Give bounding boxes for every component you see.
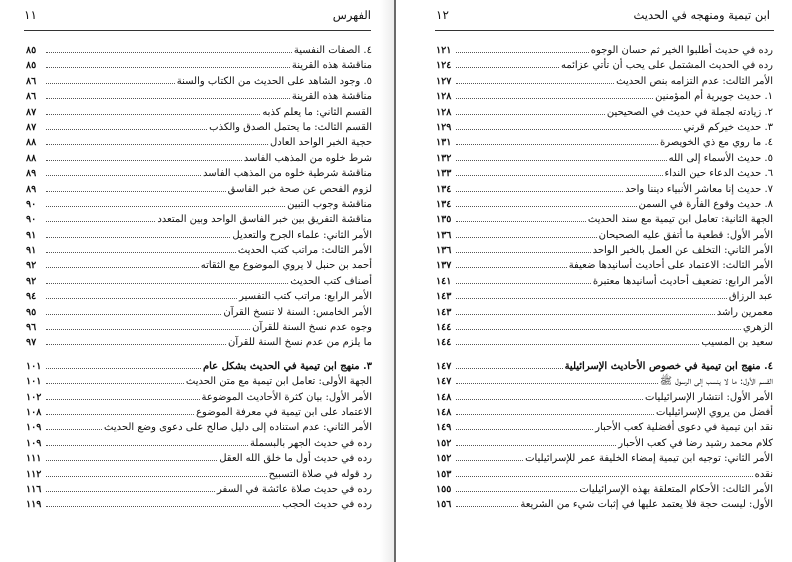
toc-entry xyxy=(436,436,773,451)
toc-entry-title: القسم الثالث: ما يحتمل الصدق والكذب xyxy=(209,121,372,133)
toc-entry-title: أحمد بن حنبل لا يروي الموضوع مع الثقاته xyxy=(200,260,372,272)
toc-entry-title: مناقشة شرطية خلوه من المذهب الفاسد xyxy=(203,168,372,180)
toc-entry xyxy=(436,335,773,350)
dot-leader xyxy=(456,198,637,207)
dot-leader xyxy=(46,391,200,400)
toc-page-number: ٨٩ xyxy=(26,183,37,195)
dot-leader xyxy=(46,183,226,192)
dot-leader xyxy=(456,152,667,161)
dot-leader xyxy=(456,229,597,238)
toc-entry xyxy=(436,405,773,420)
dot-leader xyxy=(46,121,207,130)
dot-leader xyxy=(456,183,623,192)
dot-leader xyxy=(46,498,280,507)
toc-entry xyxy=(436,105,773,120)
toc-entry xyxy=(436,151,773,166)
dot-leader xyxy=(456,244,591,253)
toc-page-number: ٩١ xyxy=(26,229,37,241)
toc-entry-title: الأمر الرابع: مراتب كتب التفسير xyxy=(239,291,372,303)
toc-page-number: ٨٨ xyxy=(26,152,37,164)
dot-leader xyxy=(456,452,523,461)
toc-page-number: ١٣١ xyxy=(436,137,452,149)
toc-entry-title: رده في حديث الحجب xyxy=(282,499,372,511)
toc-page-number: ١٣٤ xyxy=(436,198,452,210)
toc-page-number: ١٣٧ xyxy=(436,260,452,272)
toc-page-number: ٨٥ xyxy=(26,60,37,72)
toc-entry-title: ٣. منهج ابن تيمية في الحديث بشكل عام xyxy=(202,360,372,372)
dot-leader xyxy=(456,336,699,345)
toc-page-number: ٨٨ xyxy=(26,137,37,149)
toc-entry-title: وجوه عدم نسخ السنة للقرآن xyxy=(252,322,372,334)
toc-entry-title: مناقشة هذه القرينة xyxy=(291,60,372,72)
dot-leader xyxy=(46,452,217,461)
dot-leader xyxy=(46,259,199,268)
toc-entry-title: كلام محمد رشيد رضا في كعب الأحبار xyxy=(618,437,773,449)
page-header xyxy=(24,8,371,26)
toc-entry xyxy=(26,151,372,166)
dot-leader xyxy=(456,321,741,330)
toc-entry-title: ٦. حديث الدعاء حين النداء xyxy=(664,168,773,180)
dot-leader xyxy=(456,44,589,53)
toc-entry-title: مناقشة التفريق بين خبر الفاسق الواحد وبين المتعدد xyxy=(157,214,372,226)
toc-entry xyxy=(26,420,372,435)
toc-page-number: ١٥٦ xyxy=(436,499,452,511)
toc-page-number: ٨٥ xyxy=(26,45,37,56)
toc-page-number: ١٤٩ xyxy=(436,422,452,434)
dot-leader xyxy=(456,275,591,284)
dot-leader xyxy=(456,306,715,315)
toc-page-number: ٩٤ xyxy=(26,291,37,303)
dot-leader xyxy=(46,198,285,207)
toc-page-number: ١٤٣ xyxy=(436,306,452,318)
toc-entry-title: الأمر الثاني: علماء الجرح والتعديل xyxy=(232,229,372,241)
toc-page-number: ١٤٣ xyxy=(436,291,452,303)
toc-entry xyxy=(26,197,372,212)
dot-leader xyxy=(46,290,237,299)
toc-entry-title: ٤. ما روي مع ذي الخويصرة xyxy=(660,137,773,149)
toc-entry xyxy=(436,482,773,497)
dot-leader xyxy=(456,421,593,430)
toc-entry xyxy=(436,74,773,89)
toc-entry-title: الأمر الثالث: الاعتماد على أحاديث أسانيدها ضعيفة xyxy=(568,260,773,272)
toc-page-number: ٩٠ xyxy=(26,198,37,210)
toc-entry xyxy=(26,390,372,405)
toc-page-number: ١٤٤ xyxy=(436,322,452,334)
dot-leader xyxy=(456,106,605,115)
dot-leader xyxy=(456,59,559,68)
toc-entry xyxy=(26,274,372,289)
toc-entry xyxy=(436,197,773,212)
toc-page-number: ١٢٤ xyxy=(436,60,452,72)
dot-leader xyxy=(456,375,658,384)
toc-page-number: ١٠٨ xyxy=(26,406,42,418)
toc-entry-title: الجهة الثانية: تعامل ابن تيمية مع سند الحديث xyxy=(587,214,773,226)
toc-entry-title: عبد الرزاق xyxy=(728,291,773,303)
toc-entry-title: الأمر الثاني: توجيه ابن تيمية إمضاء الخليفة عمر للإسرائيليات xyxy=(525,453,773,465)
dot-leader xyxy=(456,483,577,492)
toc-page-number: ١٥٣ xyxy=(436,468,452,480)
dot-leader xyxy=(456,121,681,130)
toc-page-number: ١٢٨ xyxy=(436,91,452,103)
toc-entry-title: الأمر الثاني: التخلف عن العمل بالخبر الواحد xyxy=(592,245,773,257)
toc-entry-title: سعيد بن المسيب xyxy=(701,337,773,349)
right-page xyxy=(396,0,792,562)
toc-entry-title: رده في حديث أطلبوا الخير ثم حسان الوجوه xyxy=(590,45,773,56)
dot-leader xyxy=(46,406,194,415)
toc-entry xyxy=(436,467,773,482)
dot-leader xyxy=(456,259,567,268)
toc-entry-title: أصناف كتب الحديث xyxy=(290,275,372,287)
dot-leader xyxy=(456,406,654,415)
gutter-shadow xyxy=(380,0,394,562)
toc-entry xyxy=(436,182,773,197)
toc-entry xyxy=(436,212,773,227)
toc-entry-title: ٣. حديث خيركم قرني xyxy=(683,121,773,133)
toc-entry xyxy=(26,451,372,466)
toc-page-number: ١٥٥ xyxy=(436,483,452,495)
toc-entry xyxy=(436,89,773,104)
toc-page-number: ٩٢ xyxy=(26,275,37,287)
toc-page-number: ١٠٩ xyxy=(26,437,42,449)
toc-page-number: ٨٩ xyxy=(26,168,37,180)
toc-entry-title: الأمر الثالث: مراتب كتب الحديث xyxy=(237,245,372,257)
toc-entry xyxy=(26,212,372,227)
toc-entry xyxy=(26,289,372,304)
toc-section-heading xyxy=(26,359,372,374)
dot-leader xyxy=(456,75,614,84)
toc-entry-title: الأمر الثالث: عدم التزامه بنص الحديث xyxy=(616,75,773,87)
toc-page-number: ٨٧ xyxy=(26,121,37,133)
page-number: ١٢ xyxy=(436,8,449,22)
toc-page-number: ١٥٢ xyxy=(436,453,452,465)
toc-entry-title: ٨. حديث وقوع الفأرة في السمن xyxy=(638,198,773,210)
toc-entry-title: نقد ابن تيمية في دعوى أفضلية كعب الأحبار xyxy=(595,422,773,434)
dot-leader xyxy=(456,360,563,369)
toc-list xyxy=(26,43,372,513)
toc-entry-title: القسم الأول: ما لا ينسب إلى الرسول ﷺ xyxy=(659,376,773,388)
toc-page-number: ٩٧ xyxy=(26,337,37,349)
toc-entry-title: لزوم الفحص عن صحة خبر الفاسق xyxy=(227,183,372,195)
dot-leader xyxy=(46,321,250,330)
toc-page-number: ١٥٢ xyxy=(436,437,452,449)
dot-leader xyxy=(456,391,643,400)
toc-entry xyxy=(26,166,372,181)
toc-page-number: ٩٢ xyxy=(26,260,37,272)
dot-leader xyxy=(46,375,184,384)
toc-entry xyxy=(436,390,773,405)
toc-entry xyxy=(26,43,372,58)
toc-page-number: ١١١ xyxy=(26,453,42,465)
toc-entry xyxy=(26,320,372,335)
toc-page-number: ١٠٩ xyxy=(26,422,42,434)
dot-leader xyxy=(456,498,518,507)
dot-leader xyxy=(456,136,658,145)
toc-page-number: ٨٦ xyxy=(26,75,37,87)
toc-entry xyxy=(436,243,773,258)
dot-leader xyxy=(46,483,215,492)
dot-leader xyxy=(456,90,653,99)
toc-entry-title: رده في حديث الجهر بالبسملة xyxy=(249,437,372,449)
toc-page-number: ١٠٢ xyxy=(26,391,42,403)
toc-section-heading xyxy=(436,359,773,374)
toc-entry-title: الأمر الخامس: السنة لا تنسخ القرآن xyxy=(223,306,372,318)
dot-leader xyxy=(456,437,616,446)
toc-entry xyxy=(26,58,372,73)
toc-entry xyxy=(436,305,773,320)
toc-entry-title: رد قوله في صلاة التسبيح xyxy=(268,468,372,480)
page-number: ١١ xyxy=(24,8,37,22)
dot-leader xyxy=(456,167,663,176)
page-header xyxy=(436,8,770,26)
toc-entry-title: الأول: ليست حجة فلا يعتمد عليها في إثبات شيء من الشريعة xyxy=(520,499,773,511)
toc-entry xyxy=(26,89,372,104)
toc-page-number: ٩١ xyxy=(26,245,37,257)
toc-entry-title: ١. حديث جويرية أم المؤمنين xyxy=(655,91,773,103)
dot-leader xyxy=(46,360,201,369)
toc-entry-title: رده في حديث صلاة عائشة في السفر xyxy=(217,483,372,495)
toc-entry xyxy=(436,135,773,150)
toc-entry-title: رده في الحديث المشتمل على يحب أن تأتي عزائمه xyxy=(560,60,773,72)
dot-leader xyxy=(46,44,292,53)
dot-leader xyxy=(456,290,727,299)
toc-entry-title: نقده xyxy=(754,468,773,480)
toc-entry-title: أفضل من يروي الإسرائيليات xyxy=(655,406,773,418)
toc-page-number: ٨٧ xyxy=(26,106,37,118)
toc-entry-title: الجهة الأولى: تعامل ابن تيمية مع متن الحديث xyxy=(185,376,372,388)
toc-list xyxy=(436,43,773,513)
toc-entry-title: حجية الخبر الواحد العادل xyxy=(270,137,372,149)
dot-leader xyxy=(46,106,260,115)
toc-entry xyxy=(436,43,773,58)
toc-entry xyxy=(436,258,773,273)
toc-entry xyxy=(436,320,773,335)
toc-page-number: ١٤٧ xyxy=(436,360,452,372)
header-rule xyxy=(435,30,774,31)
toc-entry-title: القسم الثاني: ما يعلم كذبه xyxy=(262,106,372,118)
toc-entry-title: ٢. زيادته لجملة في حديث في الصحيحين xyxy=(606,106,773,118)
toc-page-number: ١٣٣ xyxy=(436,168,452,180)
toc-page-number: ١٣٢ xyxy=(436,152,452,164)
toc-entry-title: الأمر الأول: قطعية ما أتفق عليه الصحيحان xyxy=(598,229,773,241)
toc-entry-title: الاعتماد على ابن تيمية في معرفة الموضوع xyxy=(196,406,372,418)
dot-leader xyxy=(46,136,268,145)
toc-entry xyxy=(436,58,773,73)
toc-entry-title: الأمر الرابع: تضعيف أحاديث أسانيدها معتبرة xyxy=(592,275,773,287)
toc-entry xyxy=(436,228,773,243)
toc-page-number: ١٠١ xyxy=(26,360,42,372)
toc-entry-title: مناقشة وجوب التبين xyxy=(287,198,372,210)
toc-entry xyxy=(26,74,372,89)
toc-page-number: ١١٢ xyxy=(26,468,42,480)
toc-page-number: ٨٦ xyxy=(26,91,37,103)
toc-page-number: ١٢٩ xyxy=(436,121,452,133)
toc-page-number: ١٤٨ xyxy=(436,391,452,403)
toc-entry xyxy=(26,467,372,482)
dot-leader xyxy=(46,167,201,176)
toc-entry-title: ٤. منهج ابن تيمية في خصوص الأحاديث الإسرائيلية xyxy=(564,360,773,372)
toc-entry-title: الأمر الأول: انتشار الإسرائيليات xyxy=(645,391,773,403)
toc-page-number: ٩٠ xyxy=(26,214,37,226)
toc-entry xyxy=(436,120,773,135)
toc-page-number: ١٤٧ xyxy=(436,376,452,388)
dot-leader xyxy=(46,75,175,84)
toc-entry xyxy=(436,289,773,304)
dot-leader xyxy=(46,229,230,238)
toc-page-number: ١٤٨ xyxy=(436,406,452,418)
toc-entry-title: معمرين راشد xyxy=(716,306,773,318)
toc-entry-title: ٥. وجود الشاهد على الحديث من الكتاب والسنة xyxy=(176,75,372,87)
toc-entry xyxy=(436,451,773,466)
toc-entry xyxy=(26,335,372,350)
toc-entry xyxy=(26,305,372,320)
section-spacer xyxy=(26,351,372,359)
toc-entry xyxy=(436,420,773,435)
dot-leader xyxy=(46,90,290,99)
toc-entry xyxy=(436,274,773,289)
toc-entry xyxy=(26,436,372,451)
toc-page-number: ١٢١ xyxy=(436,45,452,56)
toc-entry xyxy=(26,482,372,497)
toc-page-number: ٩٥ xyxy=(26,306,37,318)
toc-entry xyxy=(26,243,372,258)
toc-page-number: ١١٩ xyxy=(26,499,42,511)
dot-leader xyxy=(46,336,226,345)
toc-entry-title: ما يلزم من عدم نسخ السنة للقرآن xyxy=(228,337,372,349)
toc-entry xyxy=(26,120,372,135)
toc-page-number: ١٣٤ xyxy=(436,183,452,195)
toc-page-number: ١٤١ xyxy=(436,275,452,287)
dot-leader xyxy=(46,275,288,284)
toc-page-number: ١٠١ xyxy=(26,376,42,388)
dot-leader xyxy=(46,213,155,222)
dot-leader xyxy=(456,213,586,222)
dot-leader xyxy=(46,244,236,253)
toc-entry-title: ٥. حديث الأسماء إلى الله xyxy=(668,152,773,164)
section-spacer xyxy=(436,351,773,359)
toc-page-number: ١٣٦ xyxy=(436,229,452,241)
running-title: ابن تيمية ومنهجه في الحديث xyxy=(633,8,770,22)
dot-leader xyxy=(46,421,102,430)
toc-page-number: ١٣٦ xyxy=(436,245,452,257)
toc-entry xyxy=(26,405,372,420)
toc-page-number: ١٣٥ xyxy=(436,214,452,226)
toc-entry-title: الزهري xyxy=(743,322,773,334)
dot-leader xyxy=(46,437,248,446)
toc-entry xyxy=(436,497,773,512)
dot-leader xyxy=(46,306,221,315)
toc-page-number: ٩٦ xyxy=(26,322,37,334)
toc-entry-title: الأمر الثالث: الأحكام المتعلقة بهذه الإسرائيليات xyxy=(579,483,773,495)
toc-entry-title: مناقشة هذه القرينة xyxy=(291,91,372,103)
toc-entry xyxy=(436,374,773,389)
toc-page-number: ١٢٧ xyxy=(436,75,452,87)
toc-entry xyxy=(26,135,372,150)
running-title: الفهرس xyxy=(332,8,371,22)
toc-entry xyxy=(26,258,372,273)
toc-entry-title: ٧. حديث إنا معاشر الأنبياء ديننا واحد xyxy=(625,183,773,195)
toc-entry xyxy=(26,228,372,243)
dot-leader xyxy=(46,59,290,68)
toc-entry xyxy=(26,182,372,197)
toc-entry-title: رده في حديث أول ما خلق الله العقل xyxy=(219,453,372,465)
toc-page-number: ١٤٤ xyxy=(436,337,452,349)
toc-entry-title: الأمر الأول: بيان كثرة الأحاديث الموضوعة xyxy=(201,391,372,403)
toc-entry-title: ٤. الصفات النفسية xyxy=(293,45,372,56)
toc-entry xyxy=(26,105,372,120)
dot-leader xyxy=(46,468,267,477)
toc-entry xyxy=(26,497,372,512)
toc-page-number: ١١٦ xyxy=(26,483,42,495)
toc-entry xyxy=(26,374,372,389)
toc-entry-title: شرط خلوه من المذهب الفاسد xyxy=(243,152,372,164)
toc-entry-title: الأمر الثاني: عدم استناده إلى دليل صالح على دعوى وضع الحديث xyxy=(104,422,372,434)
header-rule xyxy=(24,30,371,31)
dot-leader xyxy=(456,468,753,477)
dot-leader xyxy=(46,152,242,161)
toc-entry xyxy=(436,166,773,181)
toc-page-number: ١٢٨ xyxy=(436,106,452,118)
